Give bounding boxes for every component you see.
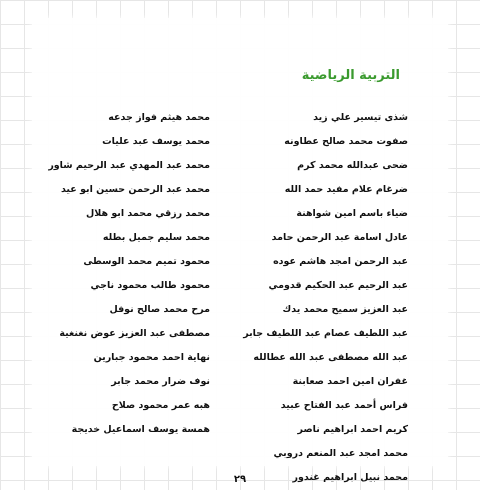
page-number: ٢٩ xyxy=(233,474,247,485)
name-entry: محمد هيثم فواز جدعه xyxy=(108,112,210,123)
name-entry: صفوت محمد صالح عطاونه xyxy=(284,136,408,147)
name-entry: هبه عمر محمود صلاح xyxy=(111,400,210,411)
name-entry: غفران امين احمد صعابنة xyxy=(292,376,408,387)
name-entry: فراس أحمد عبد الفتاح عبيد xyxy=(280,400,408,411)
document-page xyxy=(32,18,448,485)
name-entry: محمود طالب محمود ناجي xyxy=(90,280,210,291)
section-title: التربية الرياضية xyxy=(301,68,400,83)
name-entry: كريم احمد ابراهيم ناصر xyxy=(297,424,408,435)
name-entry: مرح محمد صالح نوفل xyxy=(109,304,210,315)
name-entry: شذى تيسير علي زيد xyxy=(313,112,408,123)
name-entry: نهاية احمد محمود جبارين xyxy=(93,352,210,363)
name-entry: محمد رزقي محمد ابو هلال xyxy=(86,208,210,219)
name-entry: ضياء باسم امين شواهنة xyxy=(296,208,408,219)
name-entry: عبد الله مصطفى عبد الله عطالله xyxy=(253,352,408,363)
name-entry: محمد عبد الرحمن حسين ابو عيد xyxy=(60,184,210,195)
names-list-right xyxy=(212,106,408,490)
name-entry: نوف ضرار محمد جابر xyxy=(111,376,210,387)
name-entry: همسة يوسف اسماعيل خديجة xyxy=(71,424,210,435)
name-entry: عبد اللطيف عصام عبد اللطيف جابر xyxy=(243,328,408,339)
name-entry: ضحى عبدالله محمد كرم xyxy=(297,160,408,171)
name-entry: محمد امجد عبد المنعم دروبي xyxy=(273,448,408,459)
name-entry: محمود تميم محمد الوسطى xyxy=(83,256,210,267)
name-entry: ضرغام علام مفيد حمد الله xyxy=(284,184,408,195)
name-entry: عبد الرحيم عبد الحكيم قدومي xyxy=(268,280,408,291)
name-entry: عبد العزيز سميح محمد يدك xyxy=(282,304,408,315)
name-entry: محمد سليم جميل بطله xyxy=(102,232,210,243)
name-entry: محمد يوسف عبد عليات xyxy=(102,136,210,147)
name-entry: عادل اسامة عبد الرحمن حامد xyxy=(271,232,408,243)
name-entry: مصطفى عبد العزيز عوض نغنغية xyxy=(59,328,210,339)
name-entry: عبد الرحمن امجد هاشم عوده xyxy=(273,256,408,267)
name-entry: محمد عبد المهدي عبد الرحيم شاور xyxy=(48,160,210,171)
names-list-left xyxy=(14,106,210,442)
name-entry: محمد نبيل ابراهيم غندور xyxy=(292,472,408,483)
